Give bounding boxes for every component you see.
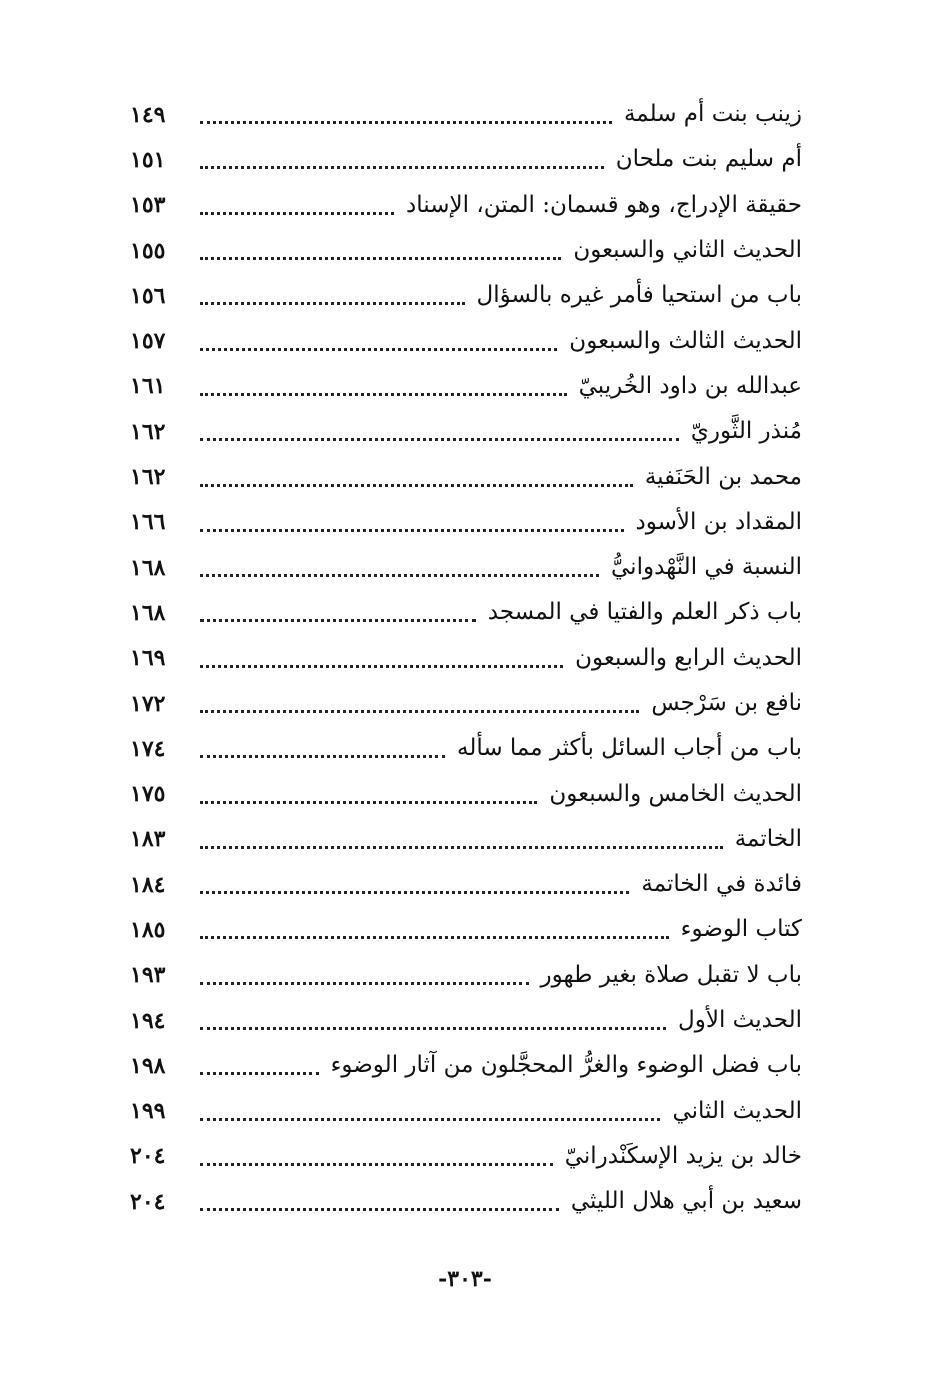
dot-leader	[200, 755, 445, 758]
dot-leader	[200, 302, 465, 305]
toc-entry-page: ١٦٩	[130, 645, 166, 672]
toc-entry-title: الحديث الأول	[678, 1007, 802, 1034]
toc-entry-title: الحديث الخامس والسبعون	[549, 780, 802, 807]
toc-entry	[130, 137, 802, 182]
toc-entry	[130, 771, 802, 816]
dot-leader	[200, 1208, 559, 1211]
toc-entry-title: سعيد بن أبي هلال الليثي	[570, 1188, 802, 1215]
toc-entry-page: ١٦٢	[130, 418, 166, 445]
toc-entry-title: باب فضل الوضوء والغرُّ المحجَّلون من آثار الوضوء	[330, 1052, 802, 1079]
toc-entry-title: عبدالله بن داود الخُريبيّ	[578, 372, 802, 399]
toc-entry-page: ١٥٧	[130, 328, 166, 355]
toc-entry	[130, 1134, 802, 1179]
dot-leader	[200, 801, 537, 804]
dot-leader	[200, 484, 633, 487]
toc-entry-page: ١٤٩	[130, 101, 166, 128]
toc-entry-page: ١٧٥	[130, 781, 166, 808]
toc-entry	[130, 590, 802, 635]
toc-entry	[130, 726, 802, 771]
toc-entry	[130, 273, 802, 318]
toc-entry-title: الحديث الرابع والسبعون	[575, 644, 802, 671]
dot-leader	[200, 846, 723, 849]
toc-entry-title: باب لا تقبل صلاة بغير طهور	[540, 961, 802, 988]
toc-entry	[130, 1043, 802, 1088]
toc-entry	[130, 636, 802, 681]
toc-entry-title: حقيقة الإدراج، وهو قسمان: المتن، الإسناد	[406, 191, 802, 218]
toc-entry-page: ١٧٤	[130, 735, 166, 762]
toc-entry	[130, 92, 802, 137]
dot-leader	[200, 1027, 666, 1030]
dot-leader	[200, 619, 476, 622]
toc-entry	[130, 364, 802, 409]
toc-entry-title: نافع بن سَرْجس	[651, 690, 802, 716]
dot-leader	[200, 166, 604, 169]
dot-leader	[200, 348, 557, 351]
toc-entry-page: ١٨٥	[130, 916, 166, 943]
dot-leader	[200, 982, 529, 985]
toc-entry-title: الحديث الثاني والسبعون	[573, 237, 802, 264]
toc-entry-page: ١٩٩	[130, 1098, 166, 1125]
toc-entry-page: ١٥٦	[130, 282, 166, 309]
toc-entry-title: كتاب الوضوء	[680, 916, 802, 943]
toc-entry-title: الحديث الثاني	[672, 1097, 802, 1124]
toc-entry-title: فائدة في الخاتمة	[641, 871, 802, 898]
toc-entry-title: زينب بنت أم سلمة	[623, 101, 802, 128]
toc-entry-page: ١٨٣	[130, 826, 166, 853]
toc-entry	[130, 183, 802, 228]
dot-leader	[200, 1118, 660, 1121]
toc-entry	[130, 500, 802, 545]
dot-leader	[200, 529, 624, 532]
toc-entry-title: باب ذكر العلم والفتيا في المسجد	[487, 599, 802, 626]
toc-entry-page: ١٥٥	[130, 237, 166, 264]
toc-entry-page: ١٦٨	[130, 599, 166, 626]
page-number: -٣٠٣-	[438, 1266, 492, 1292]
dot-leader	[200, 1072, 319, 1075]
toc-entry-page: ٢٠٤	[130, 1188, 166, 1215]
toc-entry-title: النسبة في النَّهْدوانيُّ	[611, 554, 802, 581]
toc-entry-page: ١٦٨	[130, 554, 166, 581]
toc-entry	[130, 409, 802, 454]
toc-entry	[130, 1089, 802, 1134]
toc-entry	[130, 953, 802, 998]
toc-entry-page: ١٩٤	[130, 1007, 166, 1034]
toc-entry-title: مُنذر الثَّوريّ	[690, 418, 802, 445]
toc-entry-title: باب من أجاب السائل بأكثر مما سأله	[457, 735, 802, 762]
toc-entry-page: ١٦٦	[130, 509, 166, 536]
toc-entry-page: ١٨٤	[130, 871, 166, 898]
toc-entry	[130, 862, 802, 907]
toc-entry	[130, 228, 802, 273]
toc-entry	[130, 454, 802, 499]
toc-entry-page: ١٥٣	[130, 192, 166, 219]
toc-entry-title: باب من استحيا فأمر غيره بالسؤال	[476, 282, 802, 309]
dot-leader	[200, 891, 629, 894]
table-of-contents	[130, 92, 802, 1224]
dot-leader	[200, 212, 394, 215]
toc-entry	[130, 681, 802, 726]
toc-entry-page: ١٦٢	[130, 464, 166, 491]
dot-leader	[200, 257, 561, 260]
dot-leader	[200, 121, 612, 124]
toc-entry	[130, 998, 802, 1043]
toc-entry-page: ١٥١	[130, 146, 166, 173]
dot-leader	[200, 665, 563, 668]
toc-entry-title: أم سليم بنت ملحان	[615, 146, 802, 173]
toc-entry-title: خالد بن يزيد الإسكَنْدرانيّ	[564, 1142, 802, 1169]
dot-leader	[200, 574, 599, 577]
toc-entry-page: ١٩٣	[130, 962, 166, 989]
toc-entry-page: ١٧٢	[130, 690, 166, 717]
toc-entry	[130, 318, 802, 363]
dot-leader	[200, 710, 639, 713]
toc-entry	[130, 907, 802, 952]
dot-leader	[200, 1163, 553, 1166]
toc-entry-page: ١٦١	[130, 373, 166, 400]
dot-leader	[200, 438, 679, 441]
toc-entry-page: ٢٠٤	[130, 1143, 166, 1170]
toc-entry-title: المقداد بن الأسود	[635, 508, 802, 535]
toc-entry-page: ١٩٨	[130, 1052, 166, 1079]
toc-entry-title: محمد بن الحَنَفية	[644, 463, 802, 490]
toc-entry	[130, 817, 802, 862]
dot-leader	[200, 393, 567, 396]
dot-leader	[200, 936, 669, 939]
toc-entry-title: الحديث الثالث والسبعون	[569, 327, 802, 354]
toc-entry	[130, 545, 802, 590]
toc-entry-title: الخاتمة	[734, 825, 802, 852]
toc-entry	[130, 1179, 802, 1224]
